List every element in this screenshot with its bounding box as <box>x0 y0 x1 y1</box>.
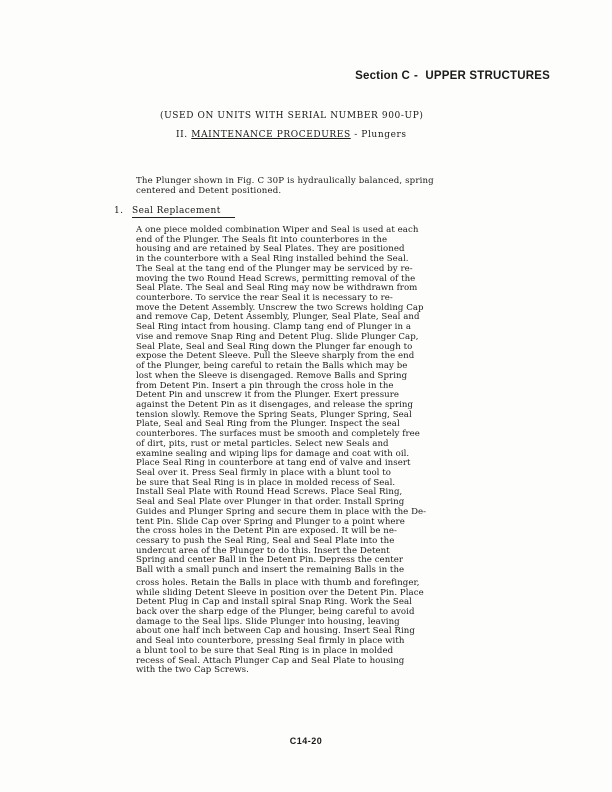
section-separator: - <box>413 70 418 82</box>
body-line: against the Detent Pin as it disengages, and release the spring <box>136 399 414 410</box>
body-line: Place Seal Ring in counterbore at tang end of valve and insert <box>136 458 411 469</box>
body-line: recess of Seal. Attach Plunger Cap and Seal Plate to housing <box>136 655 405 666</box>
body-line: cessary to push the Seal Ring, Seal and Seal Plate into the <box>136 536 395 546</box>
body-line: of the Plunger, being careful to retain the Balls which may be <box>136 361 408 372</box>
body-line: The Seal at the tang end of the Plunger may be serviced by re- <box>136 263 413 274</box>
body-line: A one piece molded combination Wiper and Seal is used at each <box>136 225 419 235</box>
body-line: counterbore. To service the rear Seal it is necessary to re- <box>136 293 393 304</box>
seal-replacement-body <box>136 226 486 676</box>
body-line: of dirt, pits, rust or metal particles. Select new Seals and <box>136 438 389 449</box>
body-line: and remove Cap, Detent Assembly, Plunger, Seal Plate, Seal and <box>136 312 420 323</box>
body-line: and Seal into counterbore, pressing Seal firmly in place with <box>136 636 405 647</box>
body-line: while sliding Detent Sleeve in position over the Detent Pin. Place <box>136 587 424 598</box>
section-label: Section C <box>355 70 410 82</box>
body-line: with the two Cap Screws. <box>136 665 249 676</box>
item-heading <box>114 206 235 218</box>
body-line: Plate, Seal and Seal Ring from the Plunger. Inspect the seal <box>136 419 400 430</box>
body-line: about one half inch between Cap and housing. Insert Seal Ring <box>136 626 415 637</box>
page-number: C14-20 <box>289 736 323 746</box>
body-line: Spring and center Ball in the Detent Pin. Depress the center <box>136 555 404 566</box>
body-line: cross holes. Retain the Balls in place with thumb and forefinger, <box>136 577 420 588</box>
body-line: Detent Plug in Cap and install spiral Snap Ring. Work the Seal <box>136 597 412 608</box>
body-line: housing and are retained by Seal Plates. They are positioned <box>136 244 405 255</box>
body-line: Seal and Seal Plate over Plunger in that order. Install Spring <box>136 497 405 508</box>
body-line: a blunt tool to be sure that Seal Ring is in place in molded <box>136 645 394 656</box>
subheading-numeral: II. <box>176 130 188 140</box>
body-line: in the counterbore with a Seal Ring installed behind the Seal. <box>136 254 409 265</box>
subheading-suffix: - Plungers <box>354 130 407 140</box>
body-line: Seal Plate. The Seal and Seal Ring may now be withdrawn from <box>136 283 418 294</box>
body-line: lost when the Sleeve is disengaged. Remove Balls and Spring <box>136 370 408 381</box>
body-line: move the Detent Assembly. Unscrew the two Screws holding Cap <box>136 302 424 313</box>
subheading-title: MAINTENANCE PROCEDURES <box>191 130 351 140</box>
body-line: vise and remove Snap Ring and Detent Plug. Slide Plunger Cap, <box>136 331 419 342</box>
body-line: the cross holes in the Detent Pin are exposed. It will be ne- <box>136 526 397 537</box>
body-line: tension slowly. Remove the Spring Seats, Plunger Spring, Seal <box>136 409 412 420</box>
serial-number-note: (USED ON UNITS WITH SERIAL NUMBER 900-UP) <box>160 111 424 121</box>
body-line: Seal over it. Press Seal firmly in place with a blunt tool to <box>136 467 391 478</box>
body-line: moving the two Round Head Screws, permitting removal of the <box>136 273 416 284</box>
intro-line: centered and Detent positioned. <box>136 186 282 197</box>
body-line: end of the Plunger. The Seals fit into counterbores in the <box>136 234 388 245</box>
procedure-subheading <box>176 130 407 140</box>
section-header <box>355 70 550 82</box>
intro-line: The Plunger shown in Fig. C 30P is hydraulically balanced, spring <box>136 176 434 186</box>
intro-paragraph <box>136 176 486 197</box>
item-number: 1. <box>114 206 124 216</box>
body-line: examine sealing and wiping lips for damage and coat with oil. <box>136 448 410 459</box>
section-title: UPPER STRUCTURES <box>425 70 550 82</box>
body-line: back over the sharp edge of the Plunger, being careful to avoid <box>136 607 415 618</box>
body-line: Guides and Plunger Spring and secure them in place with the De- <box>136 506 427 517</box>
body-line: from Detent Pin. Insert a pin through the cross hole in the <box>136 380 394 391</box>
body-line: Seal Plate, Seal and Seal Ring down the Plunger far enough to <box>136 341 413 352</box>
body-line: tent Pin. Slide Cap over Spring and Plunger to a point where <box>136 516 405 527</box>
body-line: undercut area of the Plunger to do this. Insert the Detent <box>136 545 390 556</box>
body-line: expose the Detent Sleeve. Pull the Sleeve sharply from the end <box>136 351 415 362</box>
body-line: Install Seal Plate with Round Head Screws. Place Seal Ring, <box>136 487 403 498</box>
body-line: Ball with a small punch and insert the remaining Balls in the <box>136 565 405 576</box>
body-line: Seal Ring intact from housing. Clamp tang end of Plunger in a <box>136 322 411 333</box>
body-line: counterbores. The surfaces must be smooth and completely free <box>136 429 420 440</box>
body-line: be sure that Seal Ring is in place in molded recess of Seal. <box>136 477 396 488</box>
body-line: damage to the Seal lips. Slide Plunger into housing, leaving <box>136 616 400 627</box>
item-title: Seal Replacement <box>132 206 235 218</box>
body-line: Detent Pin and unscrew it from the Plunger. Exert pressure <box>136 390 400 401</box>
